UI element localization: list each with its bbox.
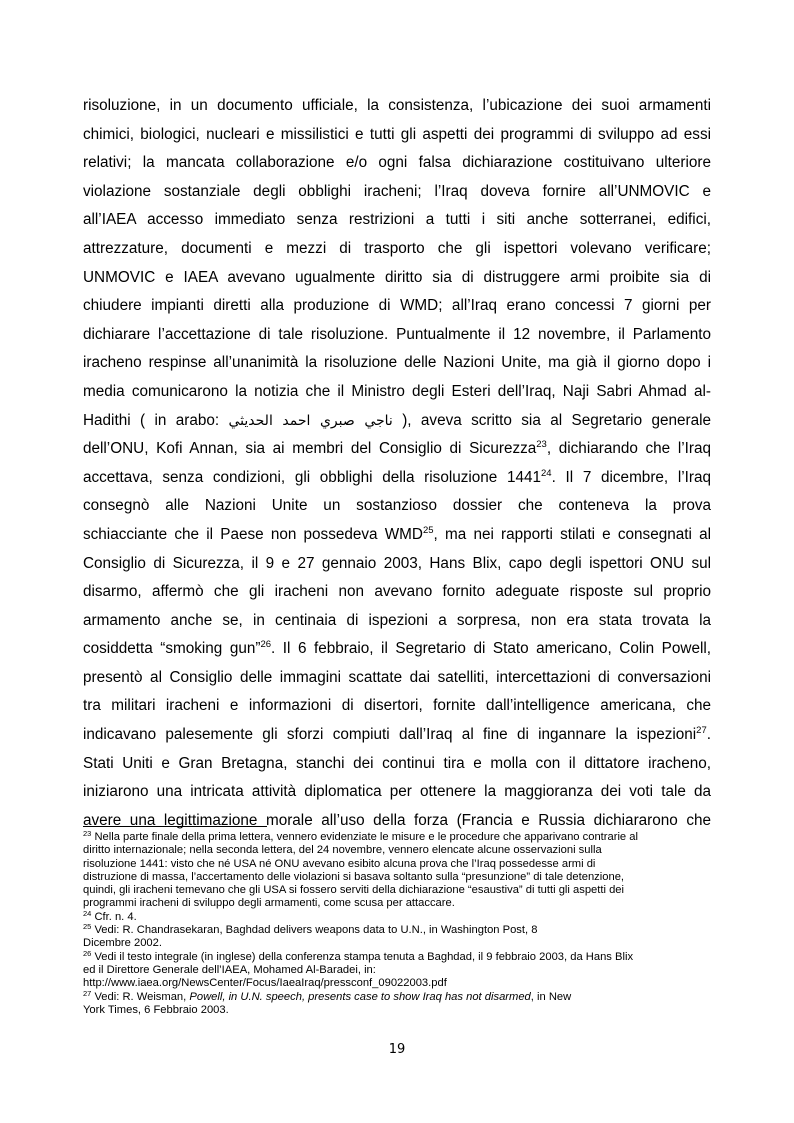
footnote-ref-25[interactable]: 25 xyxy=(422,524,434,536)
body-line: dell’ONU, Kofi Annan, sia ai membri del Consiglio di Sicurezza$^{23}$, dichiarando che l’Iraq xyxy=(83,439,711,458)
footnote-line: Dicembre 2002. xyxy=(83,937,162,950)
footnote-line: programmi iracheni di sviluppo degli armamenti, come scusa per attaccare. xyxy=(83,897,455,910)
body-line: all’IAEA accesso immediato senza restrizioni a tutti i siti anche sotterranei, edifici, xyxy=(83,211,711,229)
footnote-link[interactable]: http://www.iaea.org/NewsCenter/Focus/IaeaIraq/pressconf_09022003.pdf xyxy=(83,977,447,990)
footnote-line: York Times, 6 Febbraio 2003. xyxy=(83,1003,229,1016)
footnote-ref-23[interactable]: 23 xyxy=(536,439,547,451)
body-line: media comunicarono la notizia che il Ministro degli Esteri dell’Iraq, Naji Sabri Ahmad al- xyxy=(83,382,711,400)
footnote-line: risoluzione 1441: visto che né USA né ONU avevano esibito alcuna prova che l’Iraq possedesse armi di xyxy=(83,857,596,870)
body-line: cosiddetta “smoking gun”$^{26}$. Il 6 febbraio, il Segretario di Stato americano, Colin Powell, xyxy=(83,639,711,658)
footnote-ref-26[interactable]: 26 xyxy=(260,639,272,651)
body-line: attrezzature, documenti e mezzi di trasporto che gli ispettori volevano verificare; xyxy=(83,239,711,257)
body-line: disarmo, affermò che gli iracheni non avevano fornito adeguate risposte sul proprio xyxy=(83,583,711,601)
footnote-line: quindi, gli iracheni temevano che gli USA si fossero serviti della dichiarazione “esaustiva” di tutti gli aspetti dei xyxy=(83,884,625,897)
arabic-name: ناجي صبري احمد الحديثي xyxy=(228,412,393,429)
footnote-ref-24[interactable]: 24 xyxy=(541,467,552,479)
footnote-25: $^{25}$ Vedi: R. Chandrasekaran, Baghdad delivers weapons data to U.N., in Washington Post, 8 xyxy=(83,922,538,937)
body-line: Consiglio di Sicurezza, il 9 e 27 gennaio 2003, Hans Blix, capo degli ispettori ONU sul xyxy=(83,554,711,572)
footnote-ref-27[interactable]: 27 xyxy=(696,725,707,737)
footnotes xyxy=(83,831,711,1017)
body-line: Stati Uniti e Gran Bretagna, stanchi dei continui tira e molla con il dittatore iracheno, xyxy=(83,754,711,772)
footnote-24: $^{24}$ Cfr. n. 4. xyxy=(83,908,137,923)
footnote-separator xyxy=(83,826,267,827)
body-line: tra militari iracheni e informazioni di disertori, fornite dall’intelligence americana, che xyxy=(83,697,711,715)
body-line: iracheno respinse all’unanimità la risoluzione delle Nazioni Unite, ma già il giorno dopo i xyxy=(83,354,711,372)
body-line: UNMOVIC e IAEA avevano ugualmente diritto sia di distruggere armi proibite sia di xyxy=(83,268,711,286)
page-number: 19 xyxy=(388,1042,406,1057)
body-text xyxy=(83,92,711,835)
body-line: risoluzione, in un documento ufficiale, la consistenza, l’ubicazione dei suoi armamenti xyxy=(83,97,711,114)
footnote-23: $^{23}$ Nella parte finale della prima lettera, vennero evidenziate le misure e le procedure che apparivano contrarie al xyxy=(83,829,638,843)
footnote-line: distruzione di massa, l’accertamento delle violazioni si basava soltanto sulla “presunzione” di tale detenzione, xyxy=(83,870,625,883)
body-line: dichiarare l’accettazione di tale risoluzione. Puntualmente il 12 novembre, il Parlamento xyxy=(83,325,711,343)
body-line-arabic: Hadithi ( in arabo: ناجي صبري احمد الحديثي ), aveva scritto sia al Segretario generale xyxy=(83,411,711,429)
body-line: avere una legittimazione morale all’uso della forza (Francia e Russia dichiararono che xyxy=(83,811,711,829)
body-line: relativi; la mancata collaborazione e/o ogni falsa dichiarazione costituivano ulteriore xyxy=(83,154,711,172)
body-line: presentò al Consiglio delle immagini scattate dai satelliti, intercettazioni di conversazioni xyxy=(83,668,711,686)
footnote-26: $^{26}$ Vedi il testo integrale (in inglese) della conferenza stampa tenuta a Baghdad, il 9 febbraio 2003, da Hans Blix xyxy=(83,948,634,963)
body-line: schiacciante che il Paese non possedeva WMD$^{25}$, ma nei rapporti stilati e consegnati al xyxy=(83,524,711,543)
footnote-line: ed il Direttore Generale dell’IAEA, Mohamed Al-Baradei, in: xyxy=(83,963,376,976)
footnote-line: diritto internazionale; nella seconda lettera, del 24 novembre, vennero elencate alcune osservazioni sulla xyxy=(83,844,602,857)
body-line: chiudere impianti diretti alla produzione di WMD; all’Iraq erano concessi 7 giorni per xyxy=(83,297,711,315)
footnote-27: $^{27}$ Vedi: R. Weisman, Powell, in U.N. speech, presents case to show Iraq has not disarmed, in New xyxy=(83,988,572,1003)
body-line: indicavano palesemente gli sforzi compiuti dall’Iraq al fine di ingannare la ispezioni$^{27}$. xyxy=(83,725,711,744)
body-line: violazione sostanziale degli obblighi iracheni; l’Iraq doveva fornire all’UNMOVIC e xyxy=(83,182,711,200)
body-line: accettava, senza condizioni, gli obblighi della risoluzione 1441$^{24}$. Il 7 dicembre, l’Iraq xyxy=(83,467,711,486)
body-line: consegnò alle Nazioni Unite un sostanzioso dossier che conteneva la prova xyxy=(83,497,711,515)
body-line: chimici, biologici, nucleari e missilistici e tutti gli aspetti dei programmi di sviluppo ad essi xyxy=(83,125,711,143)
body-line: iniziarono una intricata attività diplomatica per ottenere la maggioranza dei voti tale da xyxy=(83,783,711,801)
body-line: armamento anche se, in centinaia di ispezioni a sorpresa, non era stata trovata la xyxy=(83,611,711,629)
